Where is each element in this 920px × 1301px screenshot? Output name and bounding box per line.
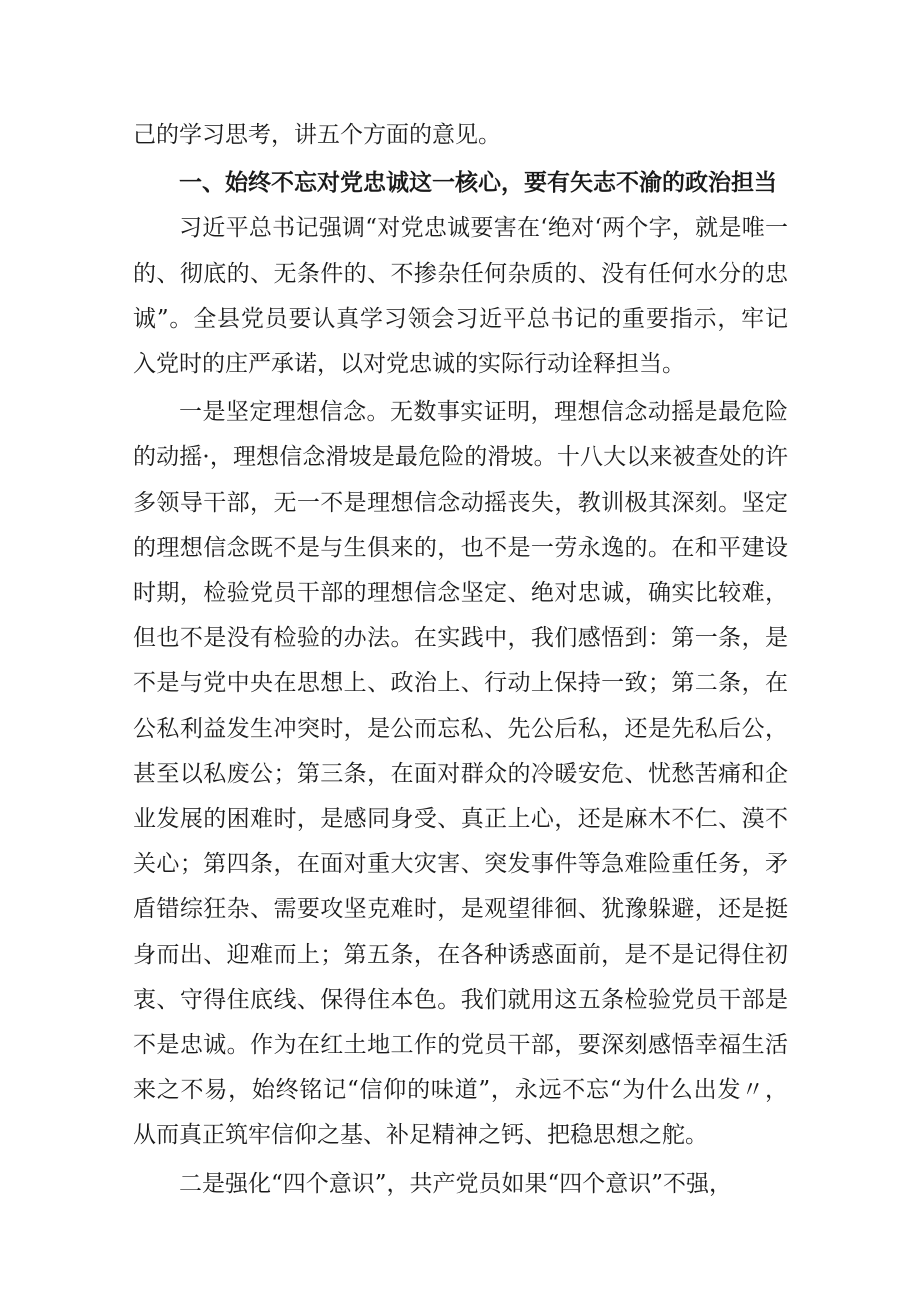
paragraph-continuation: 己的学习思考，讲五个方面的意见。 [133, 122, 501, 148]
document-page [133, 113, 788, 1207]
section-heading: 一、始终不忘对党忠诚这一核心，要有矢志不渝的政治担当 [179, 170, 777, 197]
paragraph-body: 习近平总书记强调“对党忠诚要害在‘绝对‘两个字，就是唯一的、彻底的、无条件的、不掺杂任何杂质的、没有任何水分的忠诚”。全县党员要认真学习领会习近平总书记的重要指示，牢记入党时的庄严承诺，以对党忠诚的实际行动诠释担当。 [133, 215, 788, 378]
paragraph-body: 一是坚定理想信念。无数事实证明，理想信念动摇是最危险的动摇·，理想信念滑坡是最危险的滑坡。十八大以来被查处的许多领导干部，无一不是理想信念动摇丧失，教训极其深刻。坚定的理想信念既不是与生俱来的，也不是一劳永逸的。在和平建设时期，检验党员干部的理想信念坚定、绝对忠诚，确实比较难，但也不是没有检验的办法。在实践中，我们感悟到：第一条，是不是与党中央在思想上、政治上、行动上保持一致；第二条，在公私利益发生冲突时，是公而忘私、先公后私，还是先私后公，甚至以私废公；第三条，在面对群众的冷暖安危、忧愁苦痛和企业发展的困难时，是感同身受、真正上心，还是麻木不仁、漠不关心；第四条，在面对重大灾害、突发事件等急难险重任务，矛盾错综狂杂、需要攻坚克难时，是观望徘徊、犹豫躲避，还是挺身而出、迎难而上；第五条，在各种诱惑面前，是不是记得住初衷、守得住底线、保得住本色。我们就用这五条检验党员干部是不是忠诚。作为在红土地工作的党员干部，要深刻感悟幸福生活来之不易，始终铭记“信仰的味道”，永远不忘“为什么出发〃，从而真正筑牢信仰之基、补足精神之钙、把稳思想之舵。 [133, 399, 788, 1149]
paragraph-body: 二是强化“四个意识”，共产党员如果“四个意识”不强， [179, 1170, 733, 1197]
